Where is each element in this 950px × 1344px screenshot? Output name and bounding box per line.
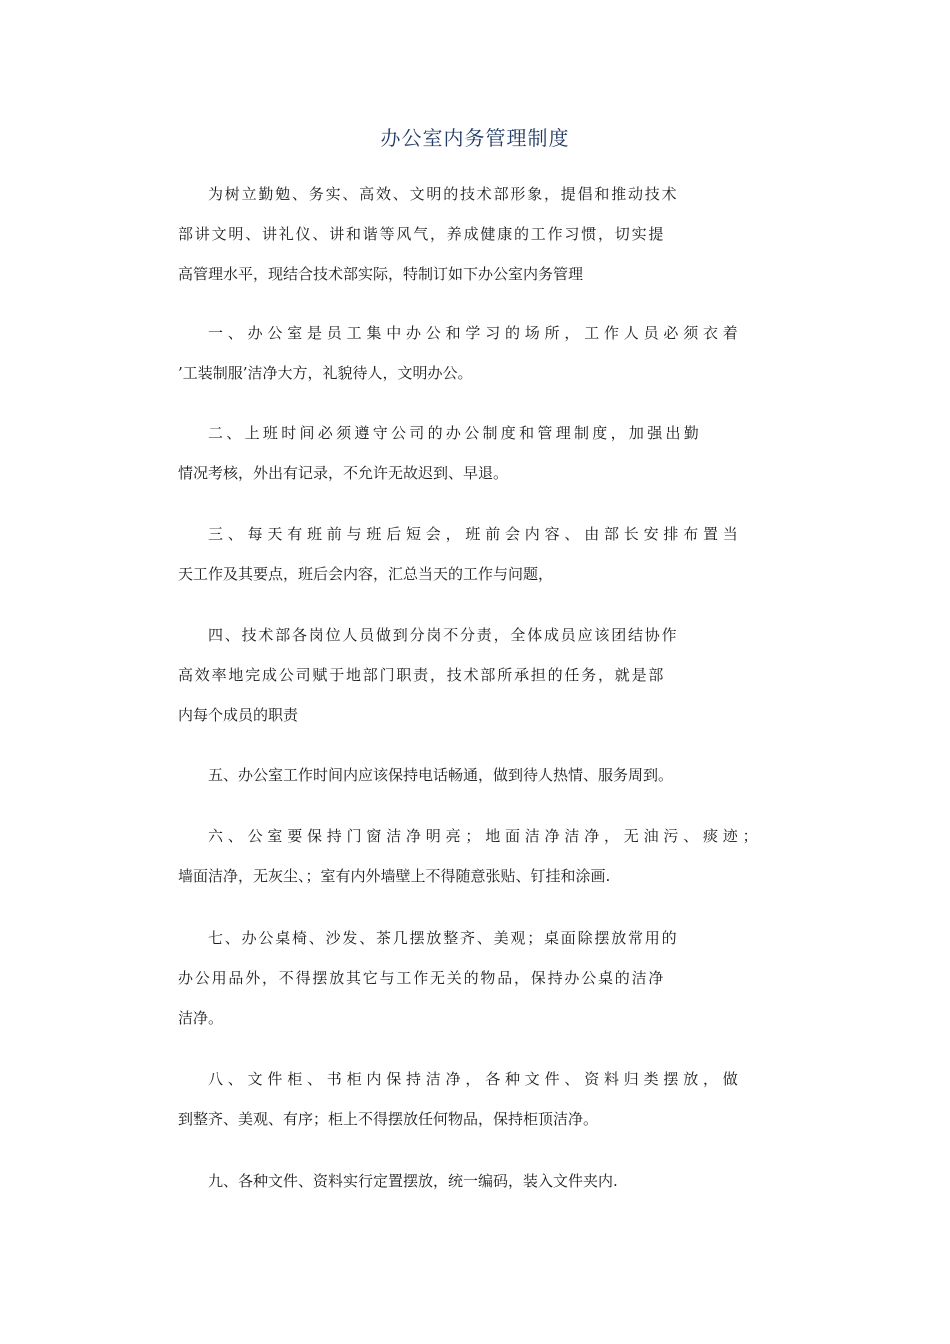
rule-line: 五、办公室工作时间内应该保持电话畅通，做到待人热情、服务周到。 [208, 766, 674, 784]
rule-line: 到整齐、美观、有序；柜上不得摆放任何物品，保持柜顶洁净。 [178, 1110, 599, 1128]
rule-9 [178, 1161, 780, 1201]
intro-line: 高管理水平，现结合技术部实际，特制订如下办公室内务管理 [178, 265, 584, 283]
rule-5 [178, 755, 780, 795]
rule-line: 内每个成员的职责 [178, 706, 299, 724]
rule-line: 九、各种文件、资料实行定置摆放，统一编码，装入文件夹内. [208, 1172, 618, 1190]
rule-line: 天工作及其要点，班后会内容，汇总当天的工作与问题， [178, 565, 554, 583]
rule-line: 六、公室要保持门窗洁净明亮；地面洁净洁净，无油污、痰迹； [208, 827, 763, 845]
rule-line: 墙面洁净，无灰尘、；室有内外墙壁上不得随意张贴、钉挂和涂画. [178, 867, 611, 885]
intro-line: 部讲文明、讲礼仪、讲和谐等风气，养成健康的工作习惯，切实提 [178, 225, 666, 243]
rule-8 [178, 1059, 780, 1139]
rule-line: ’工装制服’洁净大方，礼貌待人，文明办公。 [178, 364, 473, 382]
intro-paragraph [178, 174, 780, 294]
rule-6 [178, 816, 780, 896]
rule-7 [178, 918, 780, 1038]
rule-3 [178, 514, 780, 594]
rule-line: 办公用品外，不得摆放其它与工作无关的物品，保持办公桌的洁净 [178, 969, 666, 987]
rule-2 [178, 413, 780, 493]
rule-line: 二、上班时间必须遵守公司的办公制度和管理制度，加强出勤 [208, 424, 703, 442]
rule-4 [178, 615, 780, 735]
rule-line: 八、文件柜、书柜内保持洁净，各种文件、资料归类摆放，做 [208, 1070, 743, 1088]
rule-line: 高效率地完成公司赋于地部门职责，技术部所承担的任务，就是部 [178, 666, 666, 684]
document-title: 办公室内务管理制度 [380, 126, 570, 150]
rule-line: 七、办公桌椅、沙发、茶几摆放整齐、美观；桌面除摆放常用的 [208, 929, 679, 947]
rule-line: 洁净。 [178, 1009, 224, 1027]
rule-line: 三、每天有班前与班后短会，班前会内容、由部长安排布置当 [208, 525, 743, 543]
rule-line: 四、技术部各岗位人员做到分岗不分责，全体成员应该团结协作 [208, 626, 679, 644]
rule-1 [178, 313, 780, 393]
rule-line: 情况考核，外出有记录，不允许无故迟到、早退。 [178, 464, 509, 482]
intro-line: 为树立勤勉、务实、高效、文明的技术部形象，提倡和推动技术 [208, 185, 679, 203]
rule-line: 一、办公室是员工集中办公和学习的场所，工作人员必须衣着 [208, 324, 743, 342]
